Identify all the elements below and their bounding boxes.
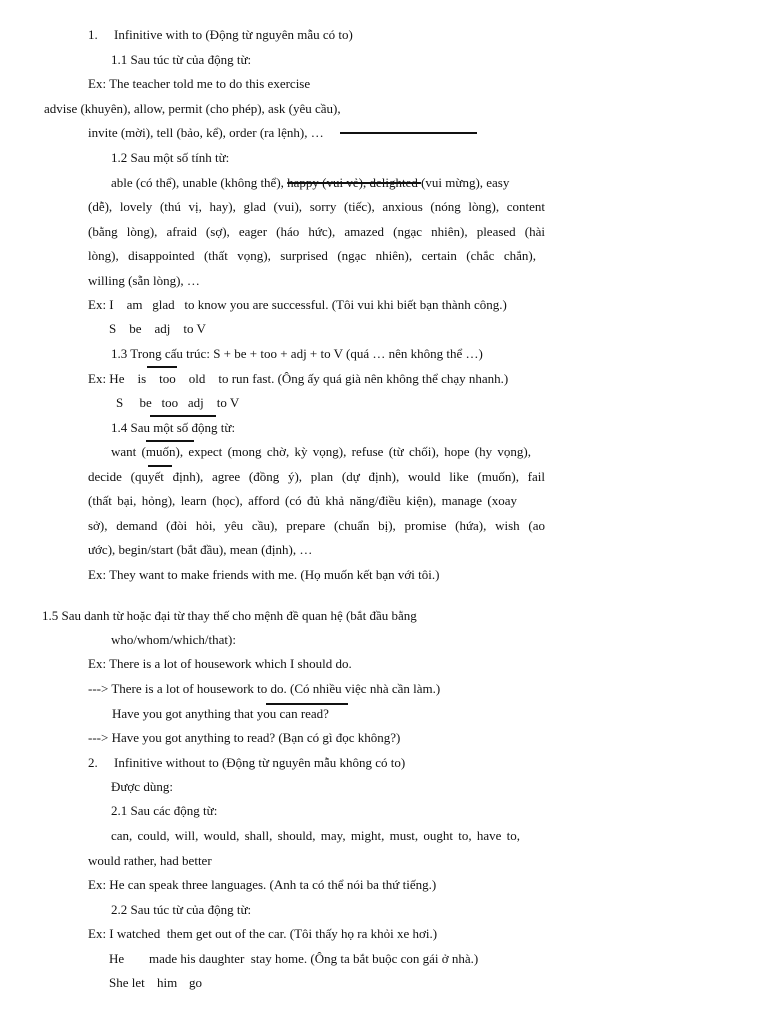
subheading-1-1: 1.1 Sau túc từ của động từ:: [111, 52, 252, 67]
example-1-5-question-rewrite: ---> Have you got anything to read? (Bạn có gì đọc không?): [88, 730, 401, 745]
adjective-list-line4: lòng), disappointed (thất vọng), surprised (ngạc nhiên), certain (chắc chắn),: [88, 248, 536, 263]
verb-list-1-1-line1: advise (khuyên), allow, permit (cho phép), ask (yêu cầu),: [44, 101, 341, 116]
subheading-2-2: 2.2 Sau túc từ của động từ:: [111, 902, 252, 917]
underline-rule: [146, 440, 194, 442]
example-2-1: Ex: He can speak three languages. (Anh ta có thể nói ba thứ tiếng.): [88, 877, 437, 892]
usage-label: Được dùng:: [111, 779, 173, 794]
example-2-2-line3-subject: She let: [109, 975, 145, 990]
underline-rule: [150, 415, 216, 417]
subheading-1-5: 1.5 Sau danh từ hoặc đại từ thay thế cho mệnh đề quan hệ (bắt đầu bằng: [42, 608, 417, 623]
modal-list-line2: would rather, had better: [88, 853, 212, 868]
verb-list-1-4-line2: decide (quyết định), agree (đồng ý), plan (dự định), would like (muốn), fail: [88, 469, 545, 484]
verb-list-1-4-line3: (thất bại, hỏng), learn (học), afford (có đủ khả năng/điều kiện), manage (xoay: [88, 493, 517, 508]
underline-rule: [148, 465, 172, 467]
example-2-2: Ex: I watched them get out of the car. (Tôi thấy họ ra khỏi xe hơi.): [88, 926, 438, 941]
subheading-1-2: 1.2 Sau một số tính từ:: [111, 150, 230, 165]
adjective-list-line2: (dễ), lovely (thú vị, hay), glad (vui), sorry (tiếc), anxious (nóng lòng), content: [88, 199, 545, 214]
heading-infinitive-without-to: 2. Infinitive without to (Động từ nguyên mẫu không có to): [88, 755, 406, 770]
subheading-2-1: 2.1 Sau các động từ:: [111, 803, 218, 818]
example-2-2-subject: He: [109, 951, 125, 966]
example-2-2-line3-object: him: [157, 975, 178, 990]
adjective-list-line1: [111, 175, 509, 191]
adjective-list-part1: able (có thể), unable (không thể),: [111, 175, 288, 190]
adjective-list-line3: (bằng lòng), afraid (sợ), eager (háo hức), amazed (ngạc nhiên), pleased (hài: [88, 224, 545, 239]
subheading-1-4: 1.4 Sau một số động từ:: [111, 420, 236, 435]
example-2-2-line3-verb: go: [189, 975, 202, 990]
example-1-4: Ex: They want to make friends with me. (Họ muốn kết bạn với tôi.): [88, 567, 440, 582]
example-1-5-question: Have you got anything that you can read?: [112, 706, 329, 721]
example-2-2-line2: made his daughter stay home. (Ông ta bắt buộc con gái ở nhà.): [149, 951, 479, 966]
structure-labels-1-3: S be too adj to V: [116, 395, 240, 410]
verb-list-1-1-line2: invite (mời), tell (bảo, kể), order (ra lệnh), …: [88, 125, 324, 140]
example-1-5: Ex: There is a lot of housework which I should do.: [88, 656, 352, 671]
adjective-list-line5: willing (sẵn lòng), …: [88, 273, 200, 288]
adjective-list-part3: (vui mừng), easy: [421, 175, 510, 190]
verb-list-1-4-line1: want (muốn), expect (mong chờ, kỳ vọng), refuse (từ chối), hope (hy vọng),: [111, 444, 531, 459]
subheading-1-3: 1.3 Trong cấu trúc: S + be + too + adj + to V (quá … nên không thể …): [111, 346, 483, 361]
heading-infinitive-with-to: 1. Infinitive with to (Động từ nguyên mẫu có to): [88, 27, 353, 42]
verb-list-1-4-line4: sở), demand (đòi hỏi, yêu cầu), prepare (chuẩn bị), promise (hứa), wish (ao: [88, 518, 545, 533]
struck-text: happy (vui vẻ), delighted: [287, 175, 422, 190]
example-1-5-rewrite: ---> There is a lot of housework to do. (Có nhiều việc nhà cần làm.): [88, 681, 441, 696]
modal-list-line1: can, could, will, would, shall, should, may, might, must, ought to, have to,: [111, 828, 520, 843]
subheading-1-5-cont: who/whom/which/that):: [111, 632, 236, 647]
underline-rule: [340, 132, 477, 134]
example-1-2: Ex: I am glad to know you are successful. (Tôi vui khi biết bạn thành công.): [88, 297, 507, 312]
underline-rule: [147, 366, 177, 368]
verb-list-1-4-line5: ước), begin/start (bắt đầu), mean (định), …: [88, 542, 313, 557]
example-1-3: Ex: He is too old to run fast. (Ông ấy quá già nên không thể chạy nhanh.): [88, 371, 509, 386]
structure-labels-1-2: S be adj to V: [109, 321, 206, 336]
underline-rule: [266, 703, 348, 705]
example-1-1: Ex: The teacher told me to do this exercise: [88, 76, 311, 91]
